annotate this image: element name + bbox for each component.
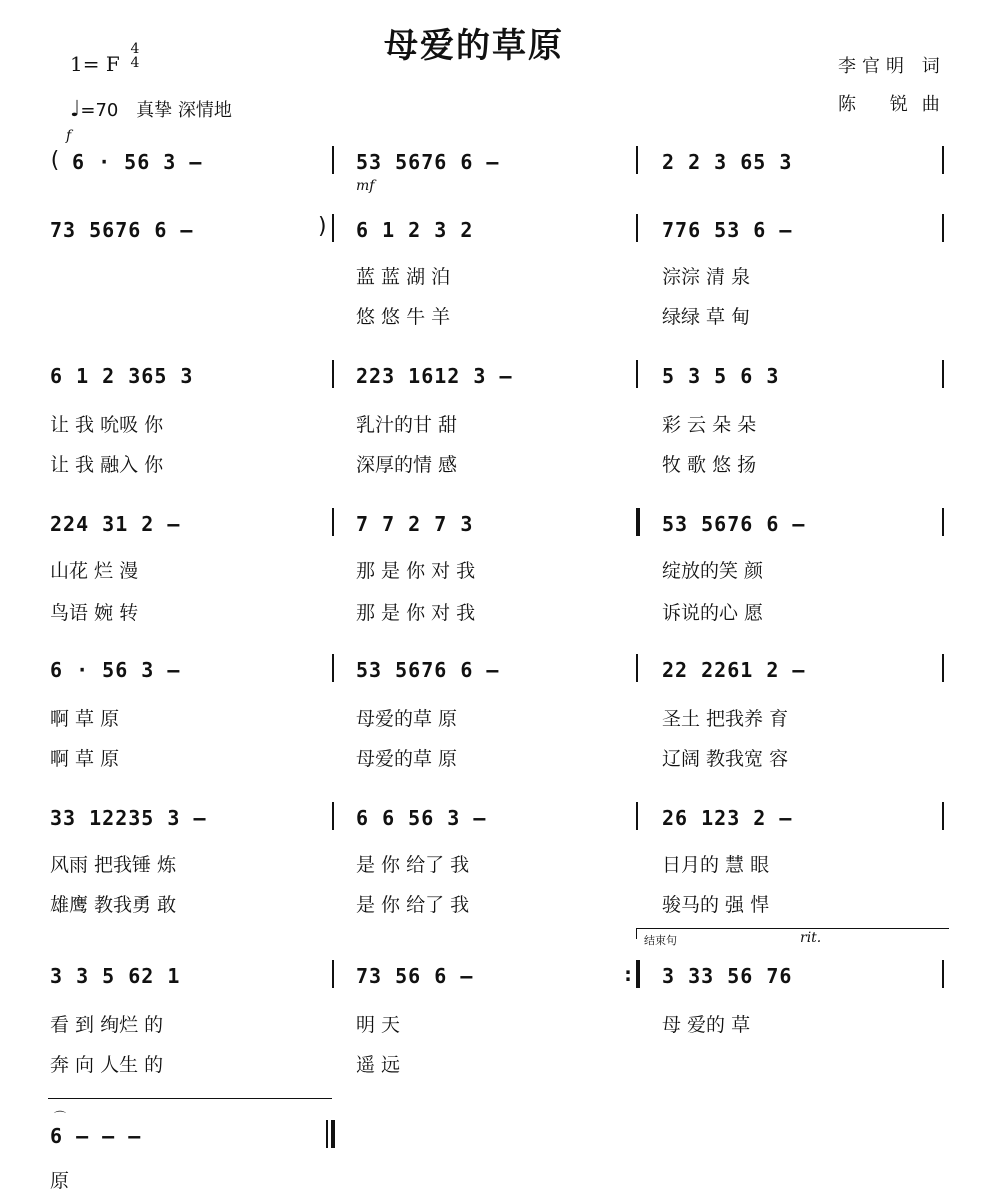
barline [942,508,944,536]
row3-measure2: 223 1612 3 – [356,364,513,388]
barline [332,654,334,682]
barline [332,146,334,174]
row6-lyric2-m3: 骏马的 强 悍 [662,894,770,916]
row2-lyric1-m3: 淙淙 清 泉 [662,266,751,288]
row3-lyric2-m2: 深厚的情 感 [356,454,458,476]
barline [332,214,334,242]
row4-lyric2-m1: 鸟语 婉 转 [50,602,139,624]
barline [332,960,334,988]
row3-measure1: 6 1 2 365 3 [50,364,194,388]
row7-lyric2-m2: 遥 远 [356,1054,401,1076]
barline [942,146,944,174]
row5-lyric1-m3: 圣土 把我养 育 [662,708,789,730]
open-paren: ( [48,148,63,173]
ending-bracket [636,928,949,939]
row6-lyric1-m3: 日月的 慧 眼 [662,854,770,876]
barline [636,214,638,242]
tempo-bpm: =70 [80,100,119,121]
row7-lyric1-m3: 母 爱的 草 [662,1014,751,1036]
row2-measure2: 6 1 2 3 2 [356,218,474,242]
barline [942,360,944,388]
ending-label: 结束句 [644,934,677,947]
row5-measure3: 22 2261 2 – [662,658,806,682]
barline [332,360,334,388]
row2-lyric1-m2: 蓝 蓝 湖 泊 [356,266,451,288]
second-ending-line [48,1098,332,1099]
composer-credit: 陈 锐曲 [838,94,954,115]
row3-lyric2-m3: 牧 歌 悠 扬 [662,454,757,476]
fermata-icon: ⌒ [54,1110,67,1124]
row3-lyric2-m1: 让 我 融入 你 [50,454,164,476]
row3-measure3: 5 3 5 6 3 [662,364,780,388]
row5-measure2: 53 5676 6 – [356,658,500,682]
time-signature-bottom: 4 [130,55,140,71]
barline [332,802,334,830]
row6-lyric1-m1: 风雨 把我锤 炼 [50,854,177,876]
close-paren: ) [316,214,331,239]
row3-lyric1-m1: 让 我 吮吸 你 [50,414,164,436]
row6-lyric2-m1: 雄鹰 教我勇 敢 [50,894,177,916]
barline [942,802,944,830]
repeat-sign: : [622,962,636,986]
row5-lyric1-m1: 啊 草 原 [50,708,120,730]
row7-measure3: 3 33 56 76 [662,964,793,988]
ritardando-mark: rit. [800,930,822,946]
row7-lyric2-m1: 奔 向 人生 的 [50,1054,164,1076]
row6-measure1: 33 12235 3 – [50,806,207,830]
row6-measure3: 26 123 2 – [662,806,793,830]
row6-lyric2-m2: 是 你 给了 我 [356,894,470,916]
row2-lyric2-m2: 悠 悠 牛 羊 [356,306,451,328]
barline [636,802,638,830]
barline [942,960,944,988]
row5-lyric1-m2: 母爱的草 原 [356,708,458,730]
row5-lyric2-m3: 辽阔 教我宽 容 [662,748,789,770]
row2-lyric2-m3: 绿绿 草 甸 [662,306,751,328]
row4-measure1: 224 31 2 – [50,512,181,536]
barline [332,508,334,536]
dynamic-mezzo-forte: mf [356,178,375,194]
barline [636,146,638,174]
row7-lyric1-m2: 明 天 [356,1014,401,1036]
quarter-note-icon: ♩ [70,97,81,122]
row5-lyric2-m1: 啊 草 原 [50,748,120,770]
tempo-marking [70,96,232,122]
row5-lyric2-m2: 母爱的草 原 [356,748,458,770]
final-barline-thick [331,1120,335,1148]
barline [942,654,944,682]
row4-lyric1-m3: 绽放的笑 颜 [662,560,764,582]
barline [942,214,944,242]
barline [636,654,638,682]
row4-lyric2-m3: 诉说的心 愿 [662,602,764,624]
row1-measure2: 53 5676 6 – [356,150,500,174]
time-signature-top: 4 [130,41,140,57]
row7-measure1: 3 3 5 62 1 [50,964,181,988]
row8-lyric1-m1: 原 [50,1170,70,1192]
row4-measure2: 7 7 2 7 3 [356,512,474,536]
tempo-expression: 真挚 深情地 [136,100,232,121]
repeat-barline [636,960,640,988]
row2-measure1: 73 5676 6 – [50,218,194,242]
row4-lyric1-m1: 山花 烂 漫 [50,560,139,582]
row3-lyric1-m3: 彩 云 朵 朵 [662,414,757,436]
row5-measure1: 6 · 56 3 – [50,658,181,682]
row7-lyric1-m1: 看 到 绚烂 的 [50,1014,164,1036]
barline [636,360,638,388]
row4-lyric2-m2: 那 是 你 对 我 [356,602,476,624]
row1-measure3: 2 2 3 65 3 [662,150,793,174]
lyricist-credit: 李官明 词 [838,56,946,77]
barline [636,508,640,536]
row6-lyric1-m2: 是 你 给了 我 [356,854,470,876]
song-title: 母爱的草原 [384,26,564,66]
row2-measure3: 776 53 6 – [662,218,793,242]
row7-measure2: 73 56 6 – [356,964,474,988]
row1-measure1: 6 · 56 3 – [72,150,203,174]
row4-lyric1-m2: 那 是 你 对 我 [356,560,476,582]
dynamic-forte: f [66,128,72,144]
key-signature: 1= F [70,52,120,76]
row3-lyric1-m2: 乳汁的甘 甜 [356,414,458,436]
row8-measure1: 6 – – – [50,1124,142,1148]
row6-measure2: 6 6 56 3 – [356,806,487,830]
final-barline-thin [326,1120,328,1148]
time-signature [128,42,142,70]
row4-measure3: 53 5676 6 – [662,512,806,536]
